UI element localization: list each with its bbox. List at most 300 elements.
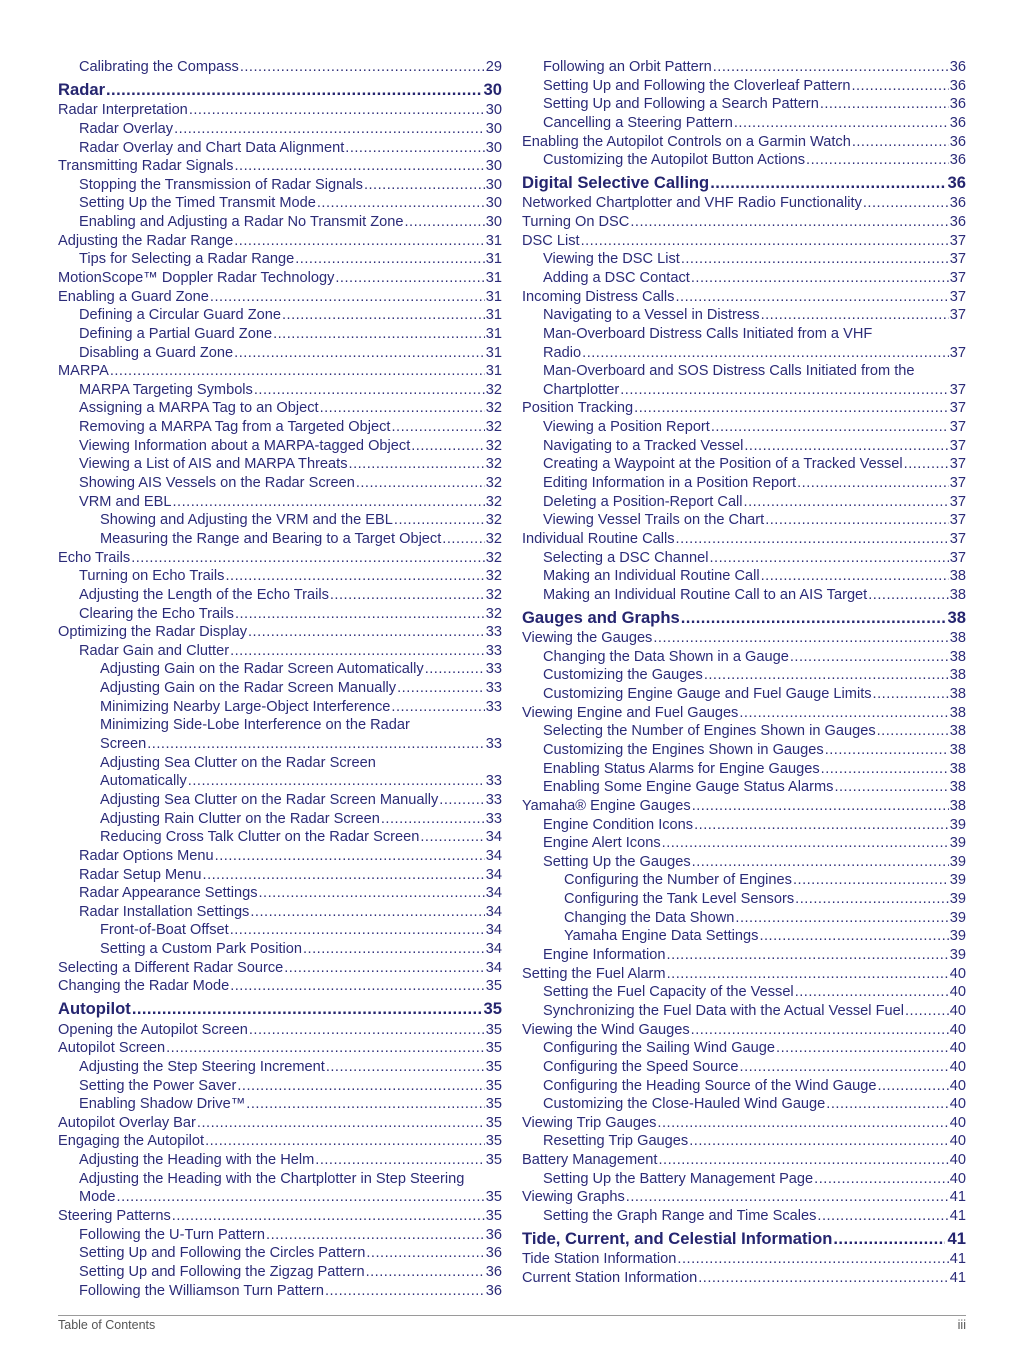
toc-entry[interactable] bbox=[522, 288, 966, 307]
dot-leader bbox=[110, 362, 485, 381]
toc-entry-title: Following the U-Turn Pattern bbox=[79, 1226, 266, 1243]
toc-entry[interactable] bbox=[58, 810, 502, 829]
toc-chapter-autopilot[interactable] bbox=[58, 1000, 502, 1018]
toc-entry-page: 38 bbox=[949, 686, 966, 703]
dot-leader bbox=[172, 493, 484, 512]
chapter-page: 35 bbox=[483, 998, 502, 1018]
toc-entry-title: Radar Installation Settings bbox=[79, 903, 250, 920]
toc-entry[interactable] bbox=[522, 133, 966, 152]
toc-entry-title: Yamaha® Engine Gauges bbox=[522, 797, 691, 814]
toc-entry-page: 38 bbox=[949, 667, 966, 684]
toc-entry[interactable] bbox=[522, 1170, 966, 1189]
toc-entry-title: Viewing the DSC List bbox=[543, 251, 680, 268]
toc-entry-title: Setting Up and Following a Search Pattern bbox=[543, 96, 819, 113]
toc-entry[interactable] bbox=[522, 629, 966, 648]
toc-entry-title: Customizing the Close-Hauled Wind Gauge bbox=[543, 1096, 826, 1113]
toc-entry[interactable] bbox=[58, 381, 502, 400]
toc-entry-page: 32 bbox=[485, 381, 502, 398]
toc-entry-title-line1: Man-Overboard Distress Calls Initiated from a VHF bbox=[543, 325, 873, 342]
dot-leader bbox=[806, 151, 949, 170]
toc-entry[interactable] bbox=[58, 698, 502, 717]
dot-leader bbox=[710, 549, 949, 568]
toc-entry[interactable] bbox=[522, 1039, 966, 1058]
toc-entry[interactable] bbox=[58, 418, 502, 437]
toc-entry-page: 38 bbox=[949, 704, 966, 721]
toc-chapter-gauges-and-graphs[interactable] bbox=[522, 609, 966, 627]
dot-leader bbox=[877, 1077, 948, 1096]
toc-entry-page: 34 bbox=[485, 922, 502, 939]
dot-leader bbox=[694, 816, 949, 835]
toc-entry-wrapped[interactable] bbox=[58, 1170, 502, 1207]
toc-entry[interactable] bbox=[522, 418, 966, 437]
dot-leader bbox=[230, 977, 485, 996]
toc-entry-page: 35 bbox=[485, 1077, 502, 1094]
toc-entry-wrapped[interactable] bbox=[58, 716, 502, 753]
toc-entry-page: 39 bbox=[949, 835, 966, 852]
toc-entry[interactable] bbox=[58, 791, 502, 810]
dot-leader bbox=[795, 890, 949, 909]
toc-entry[interactable] bbox=[58, 437, 502, 456]
toc-entry-page: 33 bbox=[485, 810, 502, 827]
toc-entry[interactable] bbox=[58, 959, 502, 978]
toc-entry[interactable] bbox=[522, 114, 966, 133]
toc-entry-title: Setting the Graph Range and Time Scales bbox=[543, 1207, 817, 1224]
toc-entry-title: Echo Trails bbox=[58, 549, 131, 566]
toc-entry-title: Adding a DSC Contact bbox=[543, 270, 690, 286]
dot-leader bbox=[234, 344, 485, 363]
dot-leader bbox=[581, 232, 949, 251]
toc-entry-page: 36 bbox=[949, 96, 966, 113]
toc-entry[interactable] bbox=[522, 797, 966, 816]
toc-entry-title: Minimizing Nearby Large-Object Interference bbox=[100, 698, 391, 715]
dot-leader bbox=[634, 399, 949, 418]
toc-entry-title: Adjusting Gain on the Radar Screen Automatically bbox=[100, 661, 424, 678]
toc-entry-page: 29 bbox=[485, 59, 502, 75]
dot-leader bbox=[250, 903, 484, 922]
toc-entry[interactable] bbox=[522, 871, 966, 890]
toc-entry[interactable] bbox=[58, 250, 502, 269]
dot-leader bbox=[230, 642, 485, 661]
toc-entry-title: Configuring the Tank Level Sensors bbox=[564, 891, 795, 908]
toc-entry[interactable] bbox=[58, 828, 502, 847]
toc-entry[interactable] bbox=[522, 437, 966, 456]
toc-entry-page: 36 bbox=[485, 1282, 502, 1299]
dot-leader bbox=[739, 704, 948, 723]
toc-entry-page: 34 bbox=[485, 885, 502, 902]
toc-entry[interactable] bbox=[58, 586, 502, 605]
toc-entry[interactable] bbox=[522, 890, 966, 909]
toc-entry-title: Enabling Status Alarms for Engine Gauges bbox=[543, 760, 820, 777]
dot-leader bbox=[795, 983, 949, 1002]
toc-entry[interactable] bbox=[522, 151, 966, 170]
toc-entry[interactable] bbox=[58, 232, 502, 251]
toc-entry[interactable] bbox=[58, 549, 502, 568]
toc-entry[interactable] bbox=[58, 679, 502, 698]
dot-leader bbox=[905, 1002, 949, 1021]
toc-entry[interactable] bbox=[522, 306, 966, 325]
toc-entry-page: 40 bbox=[949, 1002, 966, 1019]
toc-entry-page: 33 bbox=[485, 736, 502, 753]
toc-entry[interactable] bbox=[522, 213, 966, 232]
toc-entry-page: 31 bbox=[485, 325, 502, 342]
toc-entry-page: 32 bbox=[485, 512, 502, 529]
toc-entry[interactable] bbox=[58, 530, 502, 549]
toc-entry-title: Adjusting the Heading with the Helm bbox=[79, 1152, 315, 1169]
dot-leader bbox=[851, 77, 948, 96]
toc-entry-title: Setting the Power Saver bbox=[79, 1077, 237, 1094]
toc-chapter-radar[interactable] bbox=[58, 81, 502, 99]
toc-entry-title: Removing a MARPA Tag from a Targeted Object bbox=[79, 419, 391, 436]
toc-entry-title: Adjusting the Step Steering Increment bbox=[79, 1058, 325, 1075]
dot-leader bbox=[235, 605, 485, 624]
toc-entry-page: 41 bbox=[949, 1269, 966, 1286]
chapter-title: Digital Selective Calling bbox=[522, 172, 710, 192]
toc-entry[interactable] bbox=[58, 511, 502, 530]
toc-entry-title: Assigning a MARPA Tag to an Object bbox=[79, 400, 319, 417]
toc-entry[interactable] bbox=[522, 1114, 966, 1133]
toc-entry[interactable] bbox=[522, 946, 966, 965]
toc-entry-title: Configuring the Number of Engines bbox=[564, 872, 792, 889]
toc-entry[interactable] bbox=[522, 58, 966, 77]
dot-leader bbox=[692, 853, 949, 872]
toc-entry-title: Setting the Fuel Alarm bbox=[522, 965, 666, 982]
dot-leader bbox=[240, 58, 485, 77]
toc-entry[interactable] bbox=[58, 847, 502, 866]
toc-entry-title: Engine Condition Icons bbox=[543, 816, 694, 833]
dot-leader bbox=[761, 567, 949, 586]
toc-entry-page: 34 bbox=[485, 941, 502, 958]
dot-leader bbox=[744, 437, 948, 456]
toc-entry[interactable] bbox=[522, 816, 966, 835]
toc-entry[interactable] bbox=[522, 1095, 966, 1114]
toc-entry[interactable] bbox=[522, 853, 966, 872]
dot-leader bbox=[765, 511, 949, 530]
toc-entry[interactable] bbox=[58, 58, 502, 77]
toc-entry-page: 37 bbox=[949, 530, 966, 547]
toc-entry-page: 36 bbox=[949, 133, 966, 150]
toc-entry[interactable] bbox=[58, 977, 502, 996]
dot-leader bbox=[863, 194, 949, 213]
toc-entry-page: 37 bbox=[949, 456, 966, 473]
dot-leader bbox=[877, 722, 949, 741]
toc-entry[interactable] bbox=[58, 101, 502, 120]
toc-entry[interactable] bbox=[58, 1021, 502, 1040]
toc-entry-wrapped[interactable] bbox=[522, 325, 966, 362]
toc-entry-page: 35 bbox=[485, 1058, 502, 1075]
dot-leader bbox=[744, 493, 949, 512]
dot-leader bbox=[397, 679, 485, 698]
toc-entry[interactable] bbox=[522, 530, 966, 549]
toc-entry-page: 35 bbox=[485, 1207, 502, 1224]
dot-leader bbox=[904, 455, 949, 474]
toc-entry-page: 38 bbox=[949, 760, 966, 777]
toc-entry-title: Adjusting Sea Clutter on the Radar Screen Manually bbox=[100, 791, 439, 808]
toc-entry[interactable] bbox=[522, 909, 966, 928]
dot-leader bbox=[681, 250, 949, 269]
toc-entry-page: 40 bbox=[949, 1170, 966, 1187]
toc-entry-page: 40 bbox=[949, 1114, 966, 1131]
toc-entry[interactable] bbox=[58, 1095, 502, 1114]
toc-entry[interactable] bbox=[522, 704, 966, 723]
toc-entry-page: 31 bbox=[485, 307, 502, 324]
toc-entry[interactable] bbox=[58, 176, 502, 195]
toc-entry[interactable] bbox=[58, 344, 502, 363]
toc-entry[interactable] bbox=[522, 549, 966, 568]
toc-entry-page: 33 bbox=[485, 773, 502, 790]
toc-entry[interactable] bbox=[522, 493, 966, 512]
toc-entry[interactable] bbox=[58, 940, 502, 959]
toc-entry-wrapped[interactable] bbox=[58, 754, 502, 791]
dot-leader bbox=[172, 1207, 485, 1226]
toc-entry-page: 32 bbox=[485, 586, 502, 603]
toc-entry-page: 37 bbox=[949, 381, 966, 398]
toc-entry[interactable] bbox=[58, 157, 502, 176]
toc-entry[interactable] bbox=[522, 685, 966, 704]
toc-entry-title: Configuring the Speed Source bbox=[543, 1058, 739, 1075]
toc-entry[interactable] bbox=[522, 666, 966, 685]
dot-leader bbox=[653, 629, 948, 648]
toc-entry[interactable] bbox=[522, 778, 966, 797]
toc-entry-title: Tips for Selecting a Radar Range bbox=[79, 251, 295, 268]
toc-entry-title: Turning On DSC bbox=[522, 214, 630, 231]
toc-entry-title: Configuring the Sailing Wind Gauge bbox=[543, 1040, 776, 1057]
toc-entry[interactable] bbox=[522, 194, 966, 213]
toc-entry[interactable] bbox=[522, 77, 966, 96]
toc-entry-title: Enabling the Autopilot Controls on a Garmin Watch bbox=[522, 133, 851, 150]
toc-entry-title: Radar Interpretation bbox=[58, 102, 188, 119]
toc-entry[interactable] bbox=[58, 362, 502, 381]
toc-entry[interactable] bbox=[58, 567, 502, 586]
dot-leader bbox=[394, 511, 485, 530]
toc-entry-title-line2: Radio bbox=[543, 344, 582, 361]
toc-entry[interactable] bbox=[58, 1114, 502, 1133]
toc-entry[interactable] bbox=[522, 1269, 966, 1288]
dot-leader bbox=[833, 1230, 944, 1248]
dot-leader bbox=[826, 1095, 948, 1114]
toc-entry[interactable] bbox=[522, 232, 966, 251]
toc-entry-title: Networked Chartplotter and VHF Radio Functionality bbox=[522, 195, 862, 212]
toc-entry[interactable] bbox=[522, 455, 966, 474]
toc-entry[interactable] bbox=[522, 474, 966, 493]
toc-entry[interactable] bbox=[522, 1250, 966, 1269]
toc-entry[interactable] bbox=[58, 325, 502, 344]
toc-entry[interactable] bbox=[522, 1002, 966, 1021]
toc-entry[interactable] bbox=[522, 269, 966, 288]
toc-entry-page: 34 bbox=[485, 829, 502, 846]
toc-entry[interactable] bbox=[58, 1039, 502, 1058]
toc-entry[interactable] bbox=[58, 903, 502, 922]
toc-entry-page: 38 bbox=[949, 741, 966, 758]
toc-entry[interactable] bbox=[522, 1021, 966, 1040]
toc-entry-title: MARPA Targeting Symbols bbox=[79, 381, 253, 398]
toc-entry[interactable] bbox=[522, 1077, 966, 1096]
toc-entry-title-line2: Screen bbox=[100, 736, 147, 753]
toc-entry-title: Setting Up and Following the Zigzag Pattern bbox=[79, 1263, 365, 1280]
toc-entry-page: 37 bbox=[949, 437, 966, 454]
toc-entry[interactable] bbox=[58, 1226, 502, 1245]
toc-entry[interactable] bbox=[522, 1132, 966, 1151]
toc-entry-page: 38 bbox=[949, 586, 966, 603]
toc-entry-title: VRM and EBL bbox=[79, 493, 172, 510]
toc-entry[interactable] bbox=[58, 474, 502, 493]
toc-entry[interactable] bbox=[58, 1263, 502, 1282]
toc-entry[interactable] bbox=[58, 1282, 502, 1301]
toc-entry[interactable] bbox=[522, 567, 966, 586]
footer-page-number: iii bbox=[957, 1318, 966, 1332]
toc-entry[interactable] bbox=[58, 1077, 502, 1096]
toc-entry-title: Yamaha Engine Data Settings bbox=[564, 928, 759, 945]
toc-entry[interactable] bbox=[522, 834, 966, 853]
toc-entry-page: 32 bbox=[485, 549, 502, 566]
dot-leader bbox=[735, 909, 948, 928]
toc-entry-page: 33 bbox=[485, 624, 502, 641]
dot-leader bbox=[873, 685, 949, 704]
toc-entry[interactable] bbox=[58, 1058, 502, 1077]
toc-entry-page: 32 bbox=[485, 605, 502, 622]
toc-entry-title: Adjusting the Radar Range bbox=[58, 232, 234, 249]
toc-entry-page: 36 bbox=[485, 1226, 502, 1243]
toc-entry-page: 35 bbox=[485, 1096, 502, 1113]
dot-leader bbox=[335, 269, 484, 288]
toc-entry[interactable] bbox=[522, 983, 966, 1002]
toc-entry[interactable] bbox=[522, 927, 966, 946]
toc-entry-title: Clearing the Echo Trails bbox=[79, 605, 234, 622]
toc-entry[interactable] bbox=[522, 1151, 966, 1170]
dot-leader bbox=[215, 847, 485, 866]
toc-entry[interactable] bbox=[58, 139, 502, 158]
dot-leader bbox=[147, 735, 485, 754]
dot-leader bbox=[626, 1188, 949, 1207]
toc-chapter-digital-selective-calling[interactable] bbox=[522, 174, 966, 192]
dot-leader bbox=[391, 698, 484, 717]
dot-leader bbox=[284, 959, 485, 978]
toc-entry-page: 36 bbox=[949, 114, 966, 131]
toc-entry[interactable] bbox=[522, 648, 966, 667]
dot-leader bbox=[189, 101, 485, 120]
toc-entry[interactable] bbox=[522, 250, 966, 269]
toc-entry[interactable] bbox=[522, 965, 966, 984]
toc-entry-title: MARPA bbox=[58, 363, 109, 380]
toc-entry-title: Front-of-Boat Offset bbox=[100, 922, 229, 939]
dot-leader bbox=[662, 834, 949, 853]
dot-leader bbox=[667, 946, 949, 965]
toc-entry-page: 40 bbox=[949, 984, 966, 1001]
toc-entry-page: 31 bbox=[485, 363, 502, 380]
toc-entry[interactable] bbox=[58, 866, 502, 885]
dot-leader bbox=[620, 381, 949, 400]
toc-entry-title: Tide Station Information bbox=[522, 1251, 677, 1268]
toc-entry-title: Autopilot Screen bbox=[58, 1040, 166, 1057]
toc-entry-page: 31 bbox=[485, 232, 502, 249]
dot-leader bbox=[667, 965, 949, 984]
toc-entry[interactable] bbox=[522, 1058, 966, 1077]
toc-entry-page: 38 bbox=[949, 648, 966, 665]
toc-entry-page: 32 bbox=[485, 568, 502, 585]
toc-entry[interactable] bbox=[58, 194, 502, 213]
toc-entry[interactable] bbox=[58, 269, 502, 288]
toc-entry[interactable] bbox=[58, 306, 502, 325]
dot-leader bbox=[345, 139, 485, 158]
toc-entry-page: 40 bbox=[949, 1021, 966, 1038]
toc-entry-page: 32 bbox=[485, 456, 502, 473]
toc-entry[interactable] bbox=[522, 399, 966, 418]
toc-entry[interactable] bbox=[58, 493, 502, 512]
toc-entry-page: 39 bbox=[949, 909, 966, 926]
toc-entry[interactable] bbox=[58, 1151, 502, 1170]
toc-entry[interactable] bbox=[58, 642, 502, 661]
toc-entry[interactable] bbox=[522, 511, 966, 530]
toc-entry[interactable] bbox=[522, 741, 966, 760]
toc-entry-title-line1: Adjusting the Heading with the Chartplotter in Step Steering bbox=[79, 1170, 465, 1187]
toc-entry[interactable] bbox=[58, 455, 502, 474]
toc-left-column bbox=[58, 58, 502, 1300]
toc-entry[interactable] bbox=[58, 1132, 502, 1151]
dot-leader bbox=[132, 1000, 481, 1018]
toc-entry-title-line2: Automatically bbox=[100, 773, 187, 790]
footer-divider bbox=[58, 1315, 966, 1316]
toc-entry-title: Radar Overlay bbox=[79, 120, 174, 137]
toc-entry[interactable] bbox=[522, 1207, 966, 1226]
dot-leader bbox=[405, 213, 485, 232]
toc-entry[interactable] bbox=[58, 605, 502, 624]
dot-leader bbox=[817, 1207, 948, 1226]
toc-entry[interactable] bbox=[522, 760, 966, 779]
toc-entry-title: Customizing Engine Gauge and Fuel Gauge Limits bbox=[543, 686, 872, 703]
dot-leader bbox=[698, 1269, 949, 1288]
toc-entry[interactable] bbox=[58, 884, 502, 903]
toc-entry-title: Navigating to a Tracked Vessel bbox=[543, 437, 744, 454]
toc-entry-page: 39 bbox=[949, 816, 966, 833]
toc-entry[interactable] bbox=[58, 399, 502, 418]
toc-entry[interactable] bbox=[58, 623, 502, 642]
dot-leader bbox=[391, 418, 484, 437]
toc-entry[interactable] bbox=[58, 1244, 502, 1263]
toc-chapter-tide-current-celestial[interactable] bbox=[522, 1230, 966, 1248]
toc-entry[interactable] bbox=[522, 722, 966, 741]
toc-entry[interactable] bbox=[58, 921, 502, 940]
toc-entry-title: Incoming Distress Calls bbox=[522, 288, 675, 305]
toc-entry-page: 38 bbox=[949, 568, 966, 585]
toc-entry-page: 41 bbox=[949, 1251, 966, 1268]
toc-entry-page: 31 bbox=[485, 270, 502, 286]
toc-entry-page: 40 bbox=[949, 1096, 966, 1113]
toc-entry[interactable] bbox=[58, 120, 502, 139]
dot-leader bbox=[704, 666, 949, 685]
toc-entry[interactable] bbox=[522, 1188, 966, 1207]
dot-leader bbox=[282, 306, 485, 325]
dot-leader bbox=[657, 1114, 948, 1133]
dot-leader bbox=[273, 325, 485, 344]
dot-leader bbox=[249, 1021, 485, 1040]
toc-entry-title: Resetting Trip Gauges bbox=[543, 1133, 689, 1150]
toc-entry[interactable] bbox=[522, 95, 966, 114]
toc-entry[interactable] bbox=[58, 288, 502, 307]
dot-leader bbox=[797, 474, 949, 493]
dot-leader bbox=[740, 1058, 949, 1077]
toc-entry[interactable] bbox=[58, 213, 502, 232]
toc-entry[interactable] bbox=[522, 586, 966, 605]
toc-entry-title: Radar Options Menu bbox=[79, 847, 214, 864]
toc-entry-page: 33 bbox=[485, 680, 502, 697]
toc-entry-wrapped[interactable] bbox=[522, 362, 966, 399]
toc-entry-title: Adjusting the Length of the Echo Trails bbox=[79, 586, 329, 603]
toc-entry-page: 34 bbox=[485, 959, 502, 976]
dot-leader bbox=[364, 176, 485, 195]
toc-entry[interactable] bbox=[58, 660, 502, 679]
toc-entry[interactable] bbox=[58, 1207, 502, 1226]
toc-entry-page: 40 bbox=[949, 1040, 966, 1057]
dot-leader bbox=[303, 940, 485, 959]
